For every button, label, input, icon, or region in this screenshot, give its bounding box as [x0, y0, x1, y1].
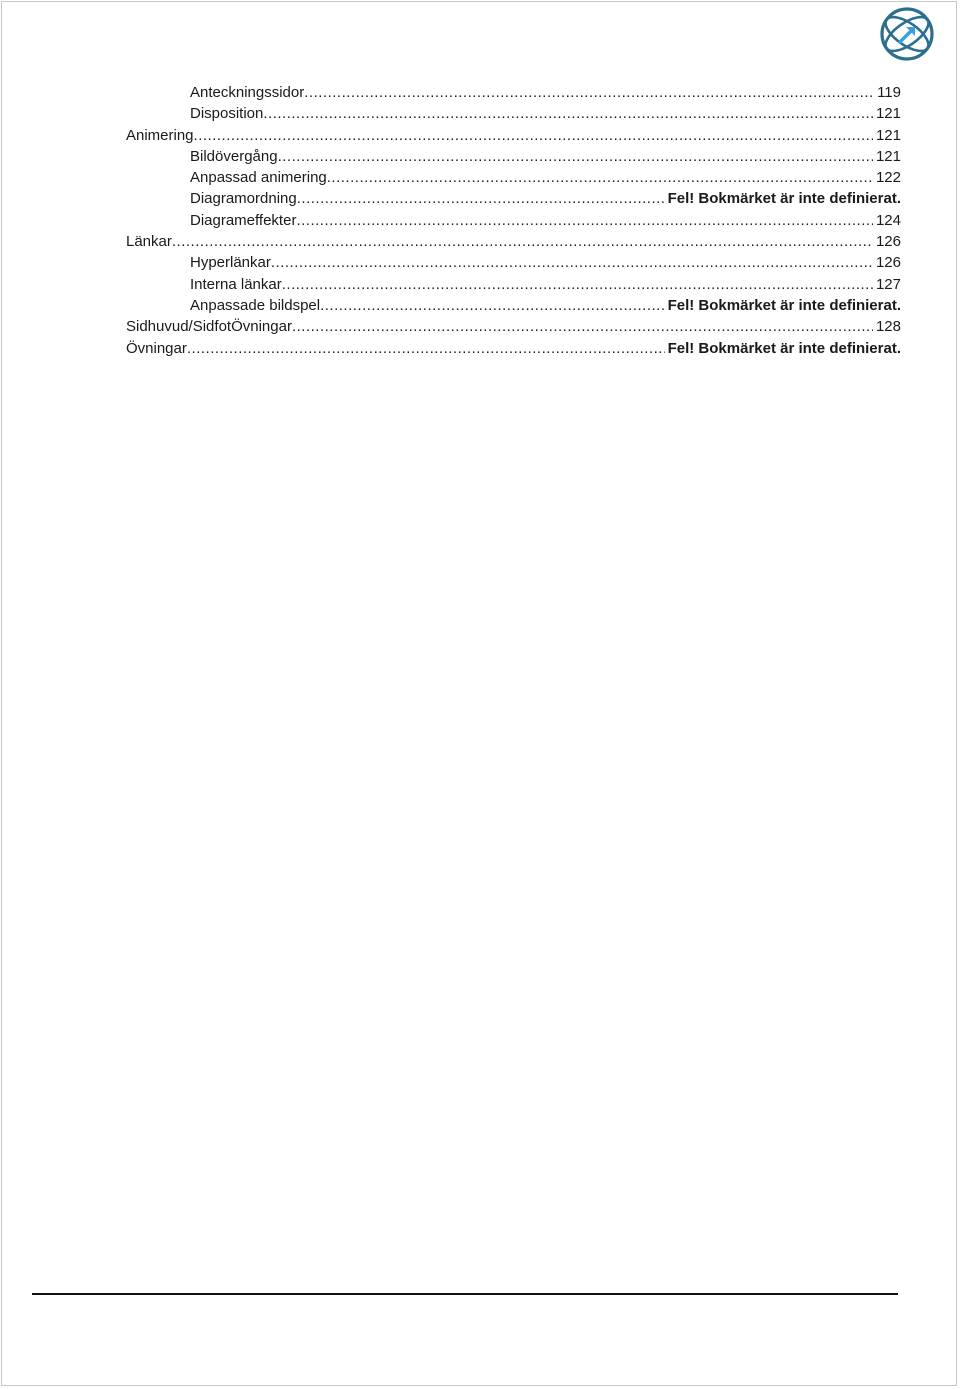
- globe-arrow-icon: [878, 5, 936, 63]
- toc-entry-title: Interna länkar: [190, 275, 282, 293]
- toc-entry[interactable]: [126, 82, 901, 103]
- footer-divider: [32, 1293, 898, 1295]
- toc-entry-page: 121: [875, 126, 901, 144]
- toc-entry-page: 124: [875, 211, 901, 229]
- toc-entry-title: Animering: [126, 126, 194, 144]
- toc-entry[interactable]: [126, 167, 901, 188]
- toc-entry-page: Fel! Bokmärket är inte definierat.: [667, 296, 901, 314]
- toc-dot-leader: [263, 103, 873, 124]
- toc-entry[interactable]: [126, 125, 901, 146]
- toc-entry[interactable]: [126, 252, 901, 273]
- toc-entry[interactable]: [126, 103, 901, 124]
- toc-dot-leader: [327, 167, 873, 188]
- table-of-contents: [126, 82, 901, 359]
- toc-entry-page: 122: [875, 169, 901, 187]
- toc-entry-title: Anteckningssidor: [190, 84, 305, 101]
- toc-entry[interactable]: [126, 231, 901, 252]
- toc-entry-page: Fel! Bokmärket är inte definierat.: [667, 190, 901, 208]
- toc-entry-title: Hyperlänkar: [190, 254, 271, 272]
- toc-dot-leader: [304, 82, 874, 103]
- toc-entry-title: Övningar: [126, 339, 187, 357]
- toc-dot-leader: [282, 274, 873, 295]
- toc-dot-leader: [271, 252, 873, 273]
- toc-entry[interactable]: [126, 316, 901, 337]
- toc-entry[interactable]: [126, 210, 901, 231]
- toc-entry-title: Anpassade bildspel: [190, 296, 321, 314]
- toc-entry[interactable]: [126, 274, 901, 295]
- toc-entry-title: Disposition: [190, 105, 264, 123]
- toc-dot-leader: [320, 295, 665, 316]
- toc-entry[interactable]: [126, 188, 901, 209]
- toc-entry-title: Länkar: [126, 233, 172, 251]
- toc-entry-page: 119: [877, 84, 901, 101]
- toc-entry-title: Diagrameffekter: [190, 211, 297, 229]
- toc-entry-page: 121: [875, 147, 901, 165]
- toc-entry-page: 121: [875, 105, 901, 123]
- toc-entry[interactable]: [126, 338, 901, 359]
- toc-entry-page: 126: [875, 233, 901, 251]
- toc-entry-title: Bildövergång: [190, 147, 278, 165]
- toc-entry-page: 127: [875, 275, 901, 293]
- toc-dot-leader: [278, 146, 873, 167]
- toc-entry-page: 128: [875, 318, 901, 336]
- toc-entry[interactable]: [126, 295, 901, 316]
- toc-entry[interactable]: [126, 146, 901, 167]
- toc-entry-title: Sidhuvud/SidfotÖvningar: [126, 318, 292, 336]
- toc-dot-leader: [297, 188, 665, 209]
- toc-dot-leader: [296, 210, 873, 231]
- toc-entry-title: Diagramordning: [190, 190, 297, 208]
- toc-entry-page: 126: [875, 254, 901, 272]
- toc-entry-title: Anpassad animering: [190, 169, 327, 187]
- toc-dot-leader: [292, 316, 873, 337]
- toc-dot-leader: [187, 338, 665, 359]
- toc-dot-leader: [194, 125, 873, 146]
- toc-dot-leader: [172, 231, 873, 252]
- toc-entry-page: Fel! Bokmärket är inte definierat.: [667, 339, 901, 357]
